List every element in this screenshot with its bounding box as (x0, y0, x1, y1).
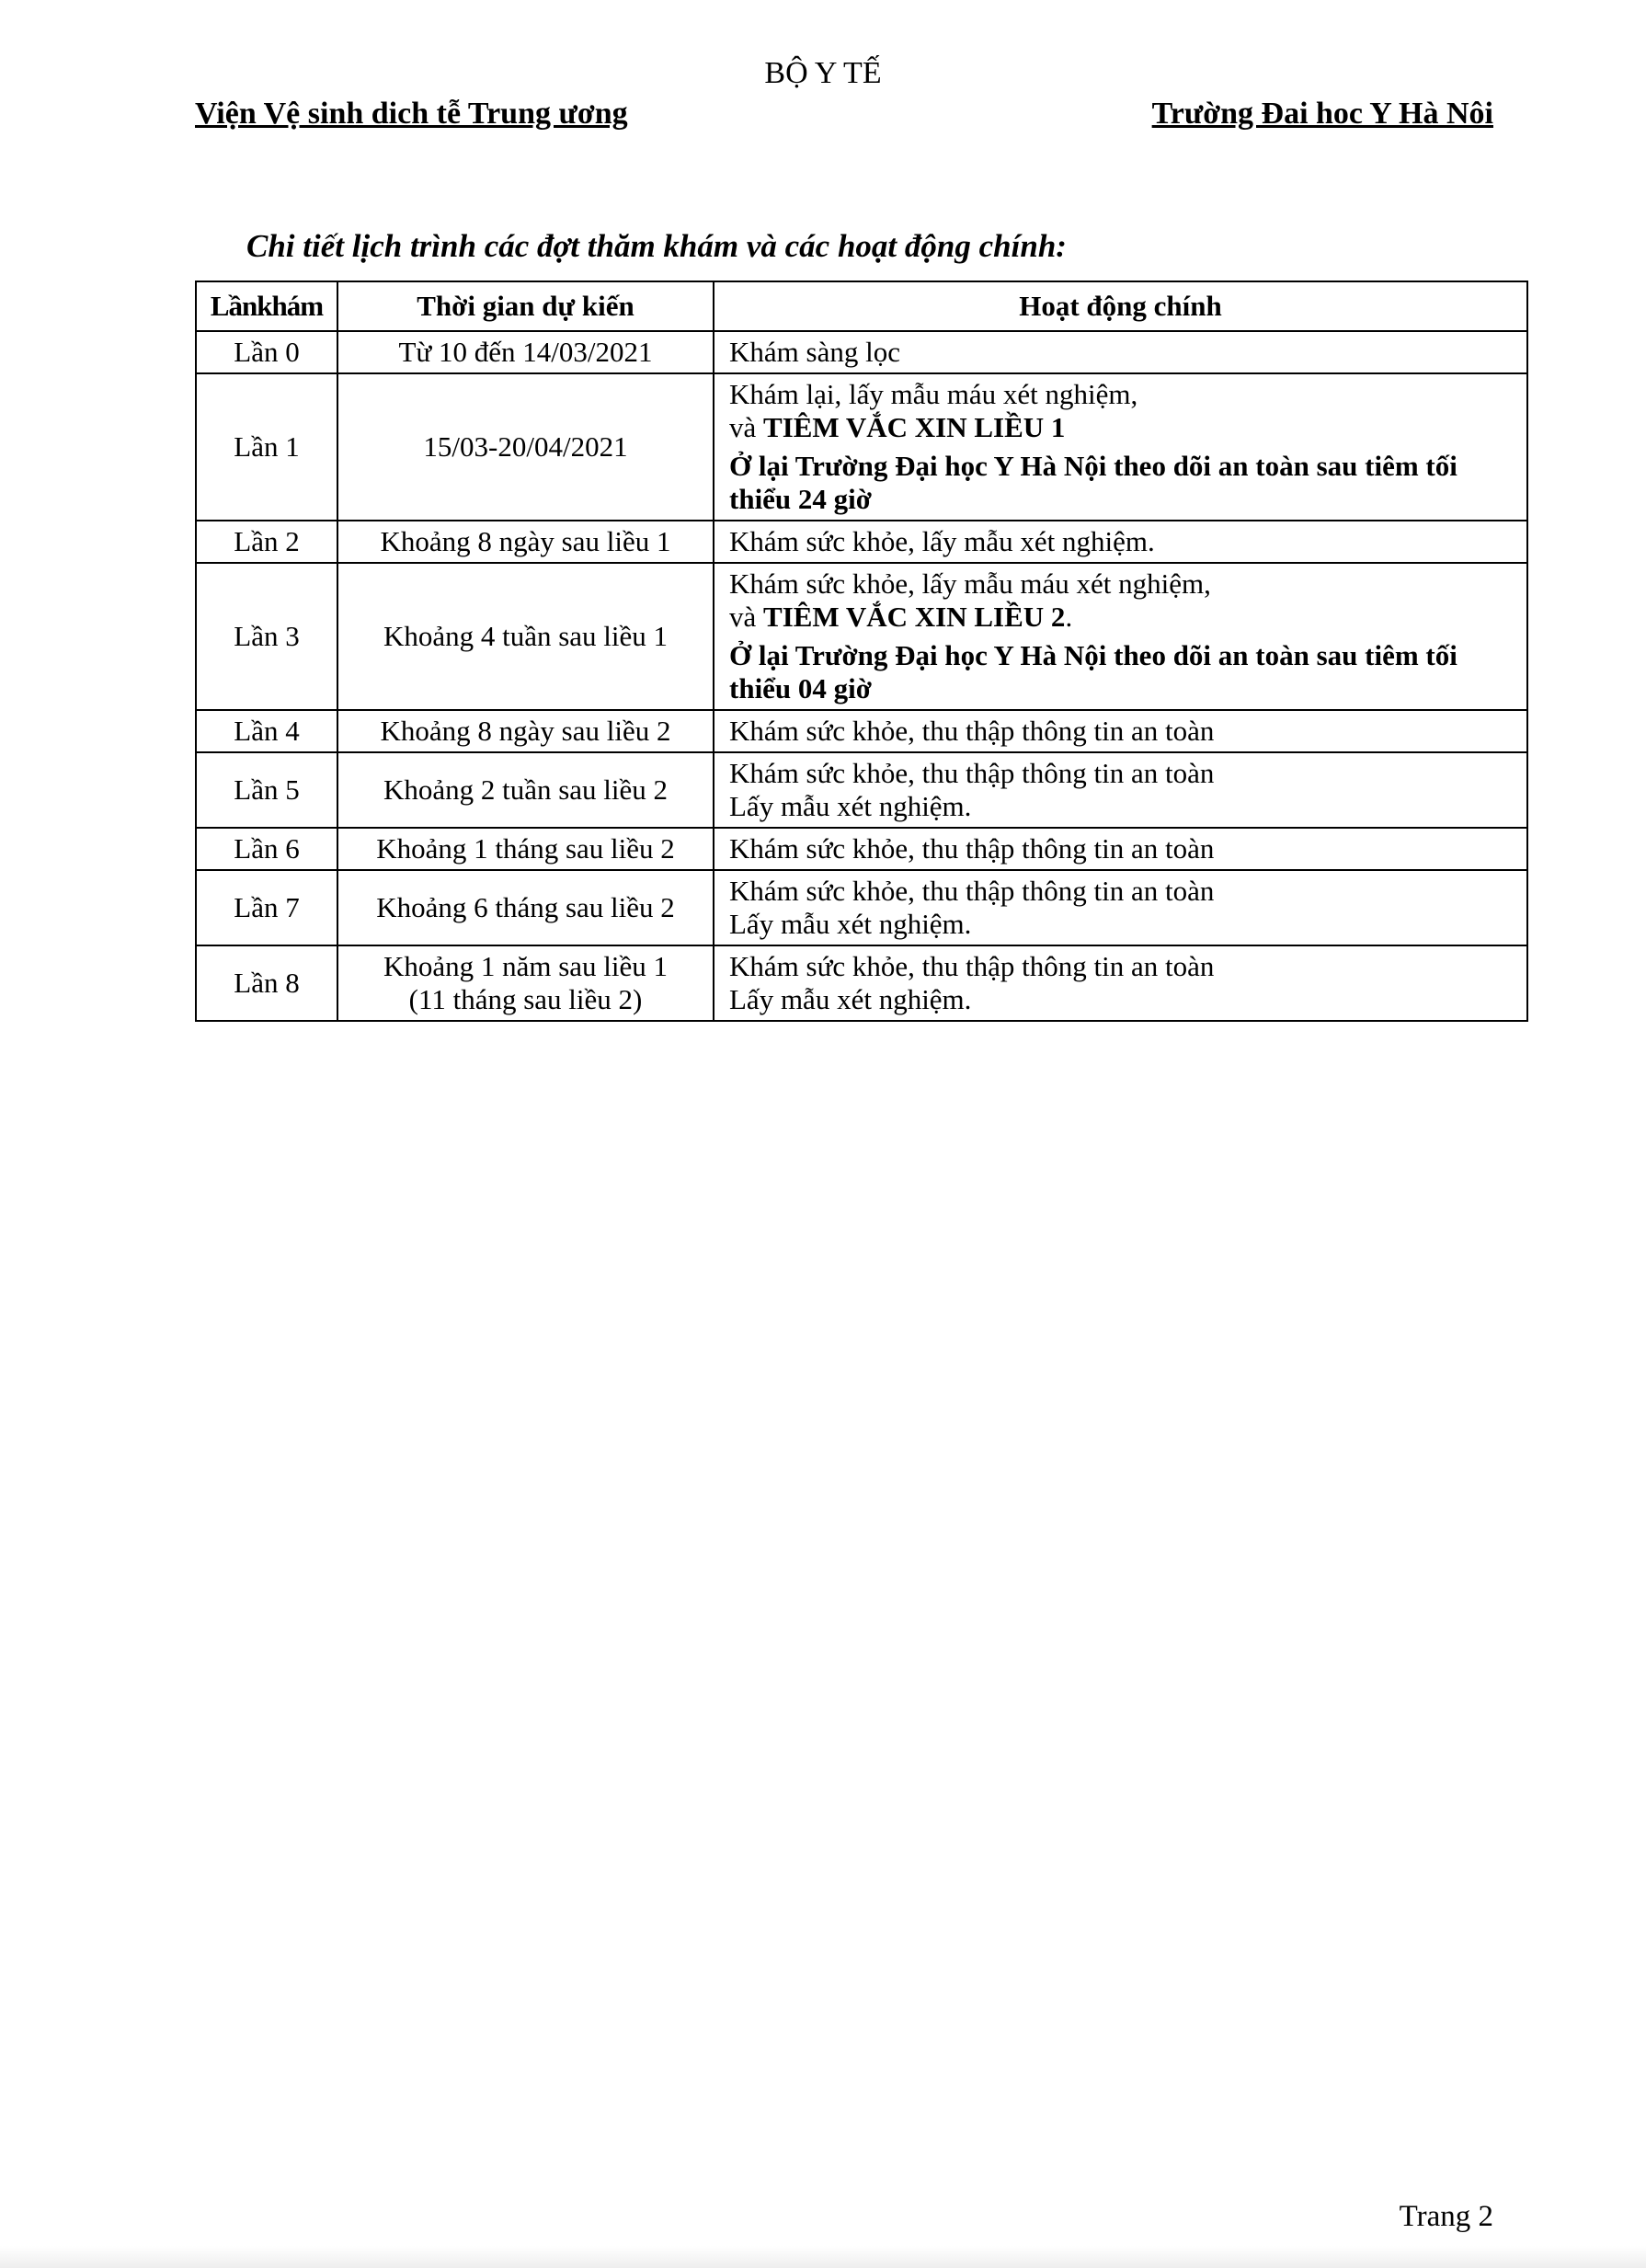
table-row (196, 945, 1527, 1021)
time-cell (337, 521, 714, 563)
table-row (196, 563, 1527, 710)
visit-schedule-table (195, 281, 1528, 1022)
vaccine-line (729, 411, 1512, 444)
table-header-row (196, 281, 1527, 331)
activity-line: Lấy mẫu xét nghiệm. (729, 790, 972, 822)
time-line: Khoảng 8 ngày sau liều 1 (380, 525, 671, 557)
table-row (196, 828, 1527, 870)
header-visit: Lầnkhám (196, 281, 337, 331)
table-row (196, 521, 1527, 563)
observation-note: Ở lại Trường Đại học Y Hà Nội theo dõi an toàn sau tiêm tối thiểu 04 giờ (729, 639, 1457, 704)
time-line: Từ 10 đến 14/03/2021 (398, 336, 653, 368)
activity-cell (714, 563, 1527, 710)
page-number: Trang 2 (1399, 2200, 1493, 2233)
activity-line: Khám sàng lọc (729, 336, 900, 368)
observation-note: Ở lại Trường Đại học Y Hà Nội theo dõi an toàn sau tiêm tối thiểu 24 giờ (729, 450, 1457, 515)
visit-cell: Lần 4 (196, 710, 337, 752)
vaccine-suffix: . (1065, 601, 1073, 633)
activity-cell (714, 331, 1527, 373)
vaccine-dose: TIÊM VẮC XIN LIỀU 2 (763, 601, 1066, 633)
time-cell (337, 331, 714, 373)
activity-line: Khám lại, lấy mẫu máu xét nghiệm, (729, 378, 1138, 410)
visit-cell: Lần 2 (196, 521, 337, 563)
time-cell (337, 752, 714, 828)
visit-cell: Lần 0 (196, 331, 337, 373)
activity-cell (714, 870, 1527, 945)
time-cell (337, 710, 714, 752)
header-time: Thời gian dự kiến (337, 281, 714, 331)
activity-line: Khám sức khỏe, lấy mẫu máu xét nghiệm, (729, 567, 1211, 600)
time-line: Khoảng 8 ngày sau liều 2 (380, 715, 671, 747)
table-row (196, 373, 1527, 521)
time-cell (337, 870, 714, 945)
activity-line: Khám sức khỏe, thu thập thông tin an toàn (729, 875, 1215, 907)
ministry-title: BỘ Y TẾ (764, 56, 882, 90)
activity-cell (714, 945, 1527, 1021)
activity-cell (714, 373, 1527, 521)
time-line: Khoảng 1 tháng sau liều 2 (376, 832, 675, 865)
visit-cell: Lần 1 (196, 373, 337, 521)
activity-cell (714, 521, 1527, 563)
table-row (196, 870, 1527, 945)
table-row (196, 752, 1527, 828)
activity-cell (714, 828, 1527, 870)
table-row (196, 710, 1527, 752)
visit-cell: Lần 7 (196, 870, 337, 945)
section-title: Chi tiết lịch trình các đợt thăm khám và các hoạt động chính: (246, 228, 1067, 264)
activity-line: Khám sức khỏe, lấy mẫu xét nghiệm. (729, 525, 1155, 557)
vaccine-dose: TIÊM VẮC XIN LIỀU 1 (763, 411, 1066, 443)
page-edge (0, 2246, 1646, 2268)
table-row (196, 331, 1527, 373)
visit-cell: Lần 8 (196, 945, 337, 1021)
vaccine-prefix: và (729, 411, 764, 443)
activity-line: Khám sức khỏe, thu thập thông tin an toàn (729, 757, 1215, 789)
activity-line: Khám sức khỏe, thu thập thông tin an toàn (729, 950, 1215, 982)
time-cell (337, 828, 714, 870)
activity-cell (714, 710, 1527, 752)
time-line: Khoảng 6 tháng sau liều 2 (376, 891, 675, 923)
time-cell (337, 945, 714, 1021)
activity-line: Khám sức khỏe, thu thập thông tin an toàn (729, 715, 1215, 747)
activity-line: Lấy mẫu xét nghiệm. (729, 908, 972, 940)
time-line: Khoảng 1 năm sau liều 1 (383, 950, 669, 982)
visit-cell: Lần 6 (196, 828, 337, 870)
activity-cell (714, 752, 1527, 828)
time-line: Khoảng 2 tuần sau liều 2 (383, 773, 669, 806)
time-cell (337, 563, 714, 710)
time-cell (337, 373, 714, 521)
vaccine-line (729, 601, 1512, 634)
org-left: Viện Vệ sinh dich tễ Trung ương (195, 97, 628, 131)
org-right: Trường Đai hoc Y Hà Nôi (1151, 97, 1493, 131)
header-activity: Hoạt động chính (714, 281, 1527, 331)
time-line: (11 tháng sau liều 2) (408, 983, 643, 1015)
time-line: Khoảng 4 tuần sau liều 1 (383, 620, 669, 652)
table-body (196, 331, 1527, 1021)
visit-cell: Lần 5 (196, 752, 337, 828)
visit-cell: Lần 3 (196, 563, 337, 710)
time-line: 15/03-20/04/2021 (423, 430, 628, 463)
vaccine-prefix: và (729, 601, 764, 633)
activity-line: Lấy mẫu xét nghiệm. (729, 983, 972, 1015)
activity-line: Khám sức khỏe, thu thập thông tin an toàn (729, 832, 1215, 865)
